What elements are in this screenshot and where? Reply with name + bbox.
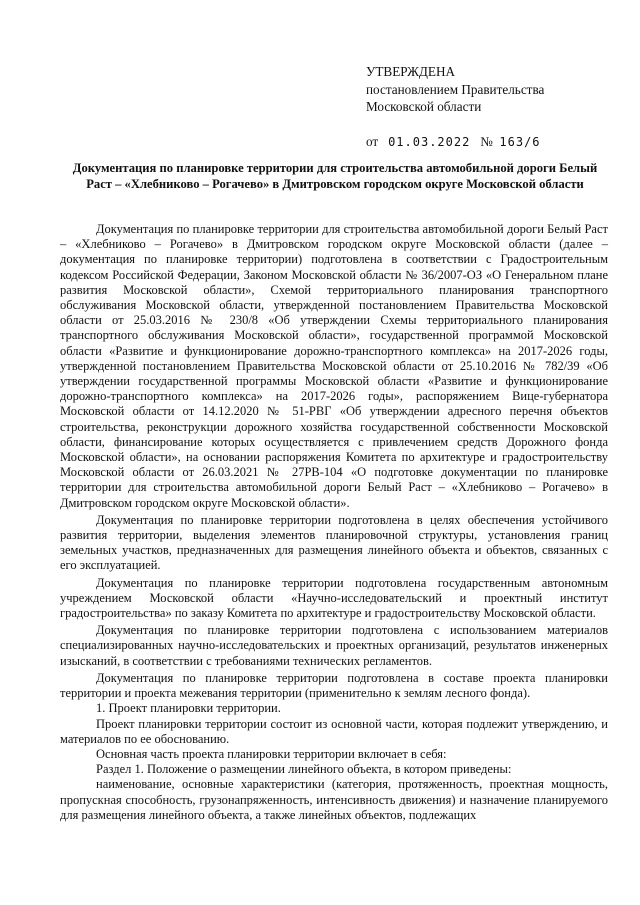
paragraph-developer: Документация по планировке территории подготовлена государственным автономным учреждением Московской области «Научно-исследовательский и проектный институт градостроительства» по заказу Комитета по архитектуре и градостроительству Московской области.	[60, 575, 608, 621]
paragraph-main-part: Основная часть проекта планировки территории включает в себя:	[96, 746, 447, 761]
paragraph-chapter-1: Раздел 1. Положение о размещении линейного объекта, в котором приведены:	[96, 762, 512, 777]
paragraph-characteristics: наименование, основные характеристики (категория, протяженность, проектная мощность, пропускная способность, грузонапряженность, интенсивность движения) и назначение планируемого для размещения линейного объекта, а также линейных объектов, подлежащих	[60, 777, 608, 822]
approval-number: 163/6	[499, 134, 541, 149]
approval-date: 01.03.2022	[388, 134, 471, 149]
paragraph-purpose: Документация по планировке территории подготовлена в целях обеспечения устойчивого развития территории, выделения элементов планировочной структуры, установления границ земельных участков, предназначенных для размещения линейного объекта и объектов, связанных с его эксплуатацией.	[60, 512, 608, 573]
paragraph-composition: Документация по планировке территории подготовлена в составе проекта планировки территории и проекта межевания территории (применительно к землям лесного фонда).	[60, 670, 608, 701]
approval-date-number	[366, 133, 616, 152]
paragraph-basis: Документация по планировке территории для строительства автомобильной дороги Белый Раст – «Хлебниково – Рогачево» в Дмитровском городском округе Московской области (далее – документация по планировке территории) подготовлена в соответствии с Градостроительным кодексом Российской Федерации, Законом Московской области № 36/2007-ОЗ «О Генеральном плане развития Московской области», Схемой территориального планирования транспортного обслуживания Московской области, утвержденной постановлением Правительства Московской области от 25.03.2016 № 230/8 «Об утверждении Схемы территориального планирования транспортного обслуживания Московской области», государственной программой Московской области «Развитие и функционирование дорожно-транспортного комплекса» на 2017-2026 годы, утвержденной постановлением Правительства Московской области от 25.10.2016 № 782/39 «Об утверждении государственной программы Московской области «Развитие и функционирование дорожно-транспортного комплекса» на 2017-2026 годы», распоряжением Вице-губернатора Московской области от 14.12.2020 № 51-РВГ «Об утверждении адресного перечня объектов строительства, реконструкции дорожного хозяйства государственной собственности Московской области, финансирование которых осуществляется с привлечением средств Дорожного фонда Московской области», на основании распоряжения Комитета по архитектуре и градостроительству Московской области от 26.03.2021 № 27РВ-104 «О подготовке документации по планировке территории для строительства автомобильной дороги Белый Раст – «Хлебниково – Рогачево» в Дмитровском городском округе Московской области».	[60, 222, 608, 510]
paragraph-materials: Документация по планировке территории подготовлена с использованием материалов специализированных научно-исследовательских и проектных организаций, результатов инженерных изысканий, в соответствии с требованиями технических регламентов.	[60, 623, 608, 668]
document-title: Документация по планировке территории для строительства автомобильной дороги Белый Раст – «Хлебниково – Рогачево» в Дмитровском городском округе Московской области	[72, 161, 598, 191]
approval-block	[366, 63, 616, 151]
paragraph-structure: Проект планировки территории состоит из основной части, которая подлежит утверждению, и материалов по ее обоснованию.	[60, 716, 608, 746]
paragraph-section-heading: 1. Проект планировки территории.	[96, 701, 281, 716]
approval-authority: постановлением Правительства	[366, 81, 545, 97]
approval-region: Московской области	[366, 99, 482, 114]
date-prefix: от	[366, 133, 379, 149]
approval-status: УТВЕРЖДЕНА	[366, 64, 456, 79]
number-prefix: №	[480, 133, 493, 149]
document-body	[60, 222, 608, 823]
